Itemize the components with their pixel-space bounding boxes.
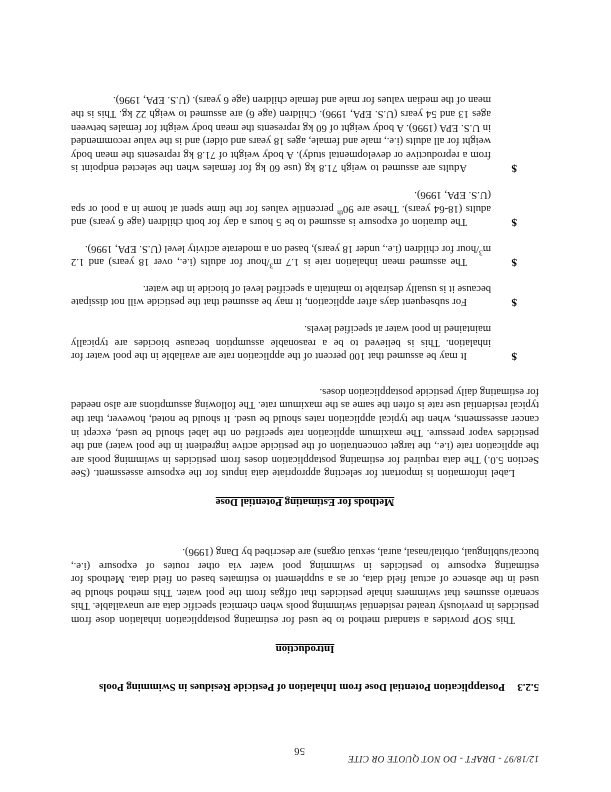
list-item-text: [71, 187, 491, 228]
list-item-text: It may be assumed that 100 percent of the application rate are available in the pool water for inhalation. This is believed to be a reasonable assumption because biocides are typically maintained in pool water at specified levels.: [71, 323, 491, 362]
list-item: [71, 241, 539, 271]
bullet-marker-icon: $: [511, 296, 517, 309]
methods-heading: Methods for Estimating Potential Dose: [215, 496, 395, 509]
methods-heading-wrap: [71, 494, 539, 512]
list-item-text: [71, 241, 491, 271]
list-item-text-part: percentile values for the time spent at home in a pool or spa (U.S. EPA, 1996).: [71, 188, 491, 214]
section-title: Postapplication Potential Dose from Inhalation of Pesticide Residues in Swimming Pools: [99, 681, 505, 693]
list-item-text-part: The duration of exposure is assumed to be 5 hours a day for both children (age 6 years) and adults (18-64 years). These are 90: [71, 202, 491, 228]
introduction-heading: Introduction: [275, 643, 335, 655]
superscript-exponent: 3: [479, 248, 483, 258]
introduction-paragraph: This SOP provides a standard method to be used for estimating postapplication inhalation dose from pesticides in previously treated residential swimming pools when chemical specific data are unavailable. This scenario assumes that swimmers inhale pesticides that offgas from the pool water. This method should be used in the absence of actual field data, or as a supplement to estimates based on field data. Methods for estimating exposure to pesticides in swimming pool water via other routes of exposure (i.e., buccal/sublingual, orbital/nasal, aural, sexual organs) are described by Dang (1996).: [71, 546, 539, 625]
superscript-exponent: 3: [269, 261, 274, 271]
list-item-text: Adults are assumed to weigh 71.8 kg (use 60 kg for females when the selected endpoint is from a reproductive or developmental study). A body weight of 71.8 kg represents the mean body weight for all adults (i.e., male and female, ages 18 years and older) and is the value recommended in U.S. EPA (1996). A body weight of 60 kg represents the mean body weight for females between ages 13 and 54 years (U.S. EPA, 1996). Children (age 6) are assumed to weigh 22 kg. This is the mean of the median values for male and female children (age 6 years). (U.S. EPA, 1996).: [71, 94, 491, 174]
section-number: 5.2.3: [517, 681, 539, 693]
bullet-marker-icon: $: [511, 216, 517, 229]
list-item: [71, 322, 539, 363]
introduction-heading-wrap: [71, 641, 539, 659]
list-item-text: For subsequent days after application, it may be assumed that the pesticide will not dissipate because it is usually desirable to maintain a specified level of biocide in the water.: [71, 282, 491, 308]
bullet-marker-icon: $: [511, 350, 517, 363]
list-item-text-part: /hour for adults (i.e., over 18 years) and 1.2 m: [71, 242, 491, 268]
list-item: [71, 281, 539, 308]
methods-paragraph: Label information is important for selecting appropriate data inputs for the exposure assessment. (See Section 5.0.) The data required for estimating postapplication doses from pesticides in swimming pools are the application rate (i.e., the target concentration of the pesticide active ingredient in the pool water) and the pesticides vapor pressure. The maximum application rate specified on the label should be used, except in cancer assessments, when the typical application rates should be used. It should be noted, however, that the typical residential use rate is often the same as the maximum rate. The following assumptions are also needed for estimating daily pesticide postapplication doses.: [71, 385, 539, 479]
list-item-text-part: /hour for children (i.e., under 18 years), based on a moderate activity level (U.S. EPA, 1996).: [84, 242, 480, 254]
section-heading: [71, 681, 539, 693]
list-item: [71, 93, 539, 175]
running-head: [71, 738, 539, 764]
page-number: 56: [293, 745, 305, 756]
page-content: [71, 93, 539, 764]
list-item-text-part: The assumed mean inhalation rate is 1.7 m: [273, 256, 467, 268]
bullet-marker-icon: $: [511, 162, 517, 175]
draft-notice: 12/18/97 - DRAFT - DO NOT QUOTE OR CITE: [347, 754, 539, 764]
list-item: [71, 187, 539, 228]
bullet-marker-icon: $: [511, 256, 517, 269]
superscript-ordinal: th: [337, 208, 343, 218]
